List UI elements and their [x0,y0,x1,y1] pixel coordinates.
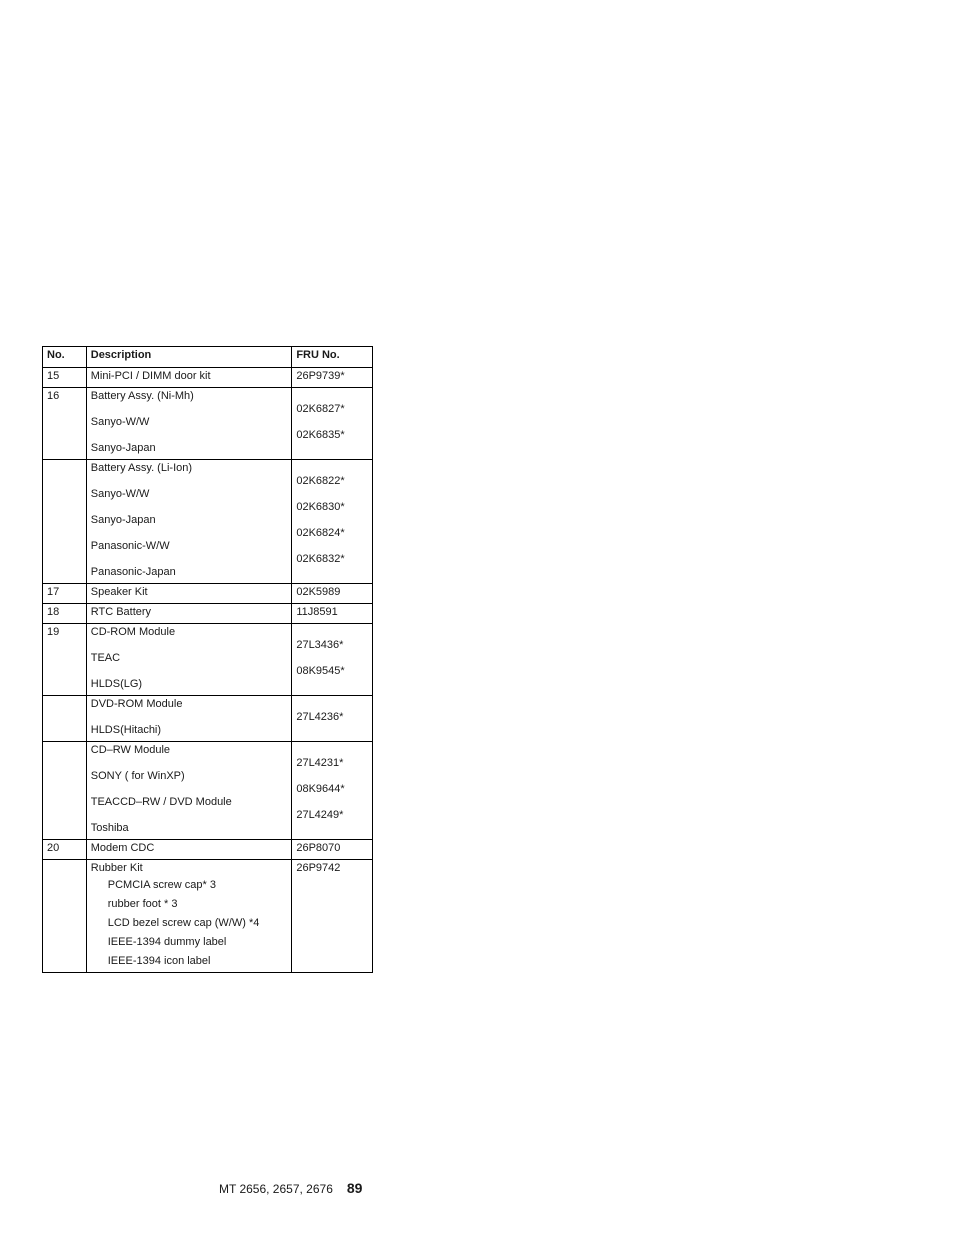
cell-description [86,860,292,973]
spacer [91,501,288,514]
spacer [296,626,368,639]
spacer [91,665,288,678]
cell-no [43,460,87,584]
description-title: DVD-ROM Module [90,698,183,710]
cell-description [86,696,292,742]
fru-number: 08K9644* [296,783,345,795]
description-item: Panasonic-Japan [90,566,176,578]
description-subitem: IEEE-1394 icon label [107,955,211,967]
cell-fru-no [292,604,373,624]
cell-description [86,584,292,604]
spacer [296,796,368,809]
fru-number: 26P9742 [296,862,341,874]
description-title: Modem CDC [90,842,155,854]
spacer [296,514,368,527]
fru-number: 02K6822* [296,475,345,487]
description-item: Sanyo-W/W [90,416,150,428]
cell-description [86,604,292,624]
fru-number: 02K6827* [296,403,345,415]
spacer [296,744,368,757]
fru-number: 02K5989 [296,586,341,598]
table-row [43,742,373,840]
cell-fru-no [292,388,373,460]
cell-description [86,460,292,584]
fru-number: 26P9739* [296,370,345,382]
table-row [43,860,373,973]
spacer [296,462,368,475]
description-title: Rubber Kit [90,862,143,874]
description-title: CD-ROM Module [90,626,176,638]
description-title: Battery Assy. (Li-Ion) [90,462,193,474]
description-item: HLDS(LG) [90,678,143,690]
description-item: HLDS(Hitachi) [90,724,162,736]
table-row [43,368,373,388]
fru-number: 27L4236* [296,711,344,723]
cell-no [43,742,87,840]
cell-no: 15 [43,368,87,388]
table-row [43,840,373,860]
table-row [43,460,373,584]
fru-number: 08K9545* [296,665,345,677]
cell-fru-no [292,742,373,840]
spacer [296,698,368,711]
cell-no: 17 [43,584,87,604]
spacer [296,488,368,501]
description-item: Sanyo-Japan [90,514,156,526]
table-row [43,584,373,604]
description-title: RTC Battery [90,606,152,618]
fru-number: 02K6830* [296,501,345,513]
description-subitem: LCD bezel screw cap (W/W) *4 [107,917,260,929]
spacer [91,429,288,442]
spacer [91,527,288,540]
cell-fru-no [292,460,373,584]
description-item: TEAC [90,652,121,664]
cell-fru-no [292,584,373,604]
cell-no: 20 [43,840,87,860]
fru-number: 27L4249* [296,809,344,821]
table-header-row [43,347,373,368]
description-item: Sanyo-Japan [90,442,156,454]
fru-number: 27L3436* [296,639,344,651]
spacer [296,390,368,403]
spacer [91,403,288,416]
cell-description [86,742,292,840]
spacer [91,783,288,796]
description-title: Speaker Kit [90,586,148,598]
cell-no [43,860,87,973]
fru-number: 02K6835* [296,429,345,441]
table-body [43,368,373,973]
description-item: Sanyo-W/W [90,488,150,500]
fru-parts-table [42,346,373,973]
cell-fru-no [292,696,373,742]
page-footer [219,1180,373,1196]
spacer [91,475,288,488]
table-row [43,624,373,696]
description-title: Mini-PCI / DIMM door kit [90,370,211,382]
spacer [91,711,288,724]
description-subitem: PCMCIA screw cap* 3 [107,879,216,891]
spacer [296,652,368,665]
description-subitem: rubber foot * 3 [107,898,178,910]
description-title: CD–RW Module [90,744,171,756]
spacer [91,757,288,770]
spacer [296,540,368,553]
cell-fru-no [292,840,373,860]
cell-no: 19 [43,624,87,696]
cell-no: 16 [43,388,87,460]
description-item: Panasonic-W/W [90,540,170,552]
fru-number: 27L4231* [296,757,344,769]
footer-models: MT 2656, 2657, 2676 [219,1182,333,1196]
cell-no: 18 [43,604,87,624]
spacer [91,553,288,566]
fru-number: 11J8591 [296,606,338,618]
cell-description [86,368,292,388]
cell-fru-no [292,624,373,696]
description-item: Toshiba [90,822,129,834]
spacer [296,770,368,783]
spacer [296,416,368,429]
fru-number: 02K6832* [296,553,345,565]
table-row [43,388,373,460]
header-description: Description [86,347,292,368]
cell-description [86,388,292,460]
page-number: 89 [346,1180,363,1196]
cell-no [43,696,87,742]
description-subitem: IEEE-1394 dummy label [107,936,227,948]
description-item: SONY ( for WinXP) [90,770,185,782]
header-no: No. [43,347,87,368]
fru-number: 26P8070 [296,842,341,854]
header-fru-no: FRU No. [292,347,373,368]
description-title: Battery Assy. (Ni-Mh) [90,390,194,402]
cell-fru-no [292,860,373,973]
fru-number: 02K6824* [296,527,345,539]
table-row [43,696,373,742]
spacer [91,639,288,652]
cell-description [86,624,292,696]
spacer [91,809,288,822]
cell-description [86,840,292,860]
cell-fru-no [292,368,373,388]
description-item: TEACCD–RW / DVD Module [90,796,232,808]
table-row [43,604,373,624]
